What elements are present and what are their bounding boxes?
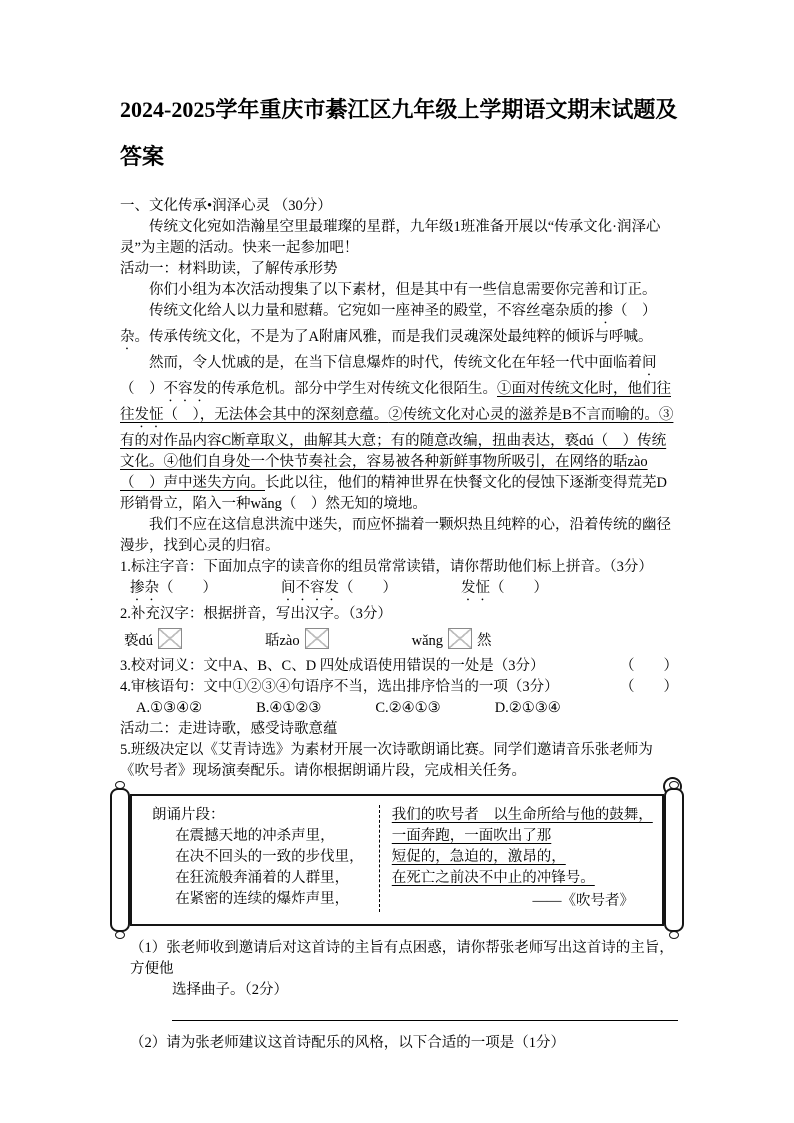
dotted-word: 间不容发 bbox=[281, 580, 339, 596]
pinyin-item bbox=[130, 578, 217, 604]
underlined-sentence-4: ④他们自身处一个快节奏社会，容易被各种新鲜事物所吸引，在网络的聒zào（ ）声中迷失方向。 bbox=[120, 454, 648, 491]
activity-2-title: 活动二：走进诗歌，感受诗歌意蕴 bbox=[120, 721, 338, 737]
question-1-label: 1.标注字音：下面加点字的读音你的组员常常读错，请你帮助他们标上拼音。（3分） bbox=[120, 559, 653, 575]
pinyin-item bbox=[461, 578, 548, 604]
question-4-header bbox=[120, 677, 678, 698]
text-segment: 然而，令人忧戚的是，在当下信息爆炸的时代，传统文化在年轻一代中面临着 bbox=[149, 355, 642, 371]
suffix-text: 然 bbox=[477, 633, 492, 649]
poem-scroll bbox=[110, 794, 684, 926]
closing-paragraph: 我们不应在这信息洪流中迷失，而应怀揣着一颗炽热且纯粹的心，沿着传统的幽径漫步，找到心灵的归宿。 bbox=[120, 517, 671, 554]
question-5: 5.班级决定以《艾青诗选》为素材开展一次诗歌朗诵比赛。同学们邀请音乐张老师为《吹号者》现场演奏配乐。请你根据朗诵片段，完成相关任务。 bbox=[120, 742, 653, 779]
question-1 bbox=[120, 557, 678, 604]
intro-paragraph: 传统文化宛如浩瀚星空里最璀璨的星群，九年级1班准备开展以“传承文化·润泽心灵”为主题的活动。快来一起参加吧！ bbox=[120, 219, 661, 256]
answer-blank: （ ） bbox=[490, 580, 548, 596]
question-3 bbox=[120, 656, 678, 677]
text-segment: ，无法体会其中的深刻意蕴。 bbox=[199, 407, 389, 423]
answer-write-line bbox=[172, 1014, 678, 1021]
character-box-icon bbox=[448, 628, 472, 649]
question-2-items bbox=[120, 628, 678, 652]
pinyin-item bbox=[281, 578, 397, 604]
underlined-sentence-3: ③有的对作品内容C断章取义，曲解其大意；有的随意改编，扭曲表达，亵dú（ ）传统文化。 bbox=[120, 407, 674, 470]
hanzi-item bbox=[265, 628, 334, 652]
answer-blank: （ ） bbox=[620, 658, 678, 674]
poem-line: 在狂流般奔涌着的人群里， bbox=[175, 870, 350, 886]
question-4-options bbox=[120, 698, 678, 719]
section-1-heading: 一、文化传承•润泽心灵 （30分） bbox=[120, 198, 332, 214]
material-intro-paragraph: 你们小组为本次活动搜集了以下素材，但是其中有一些信息需要你完善和订正。 bbox=[149, 282, 657, 298]
dotted-char-jian: 间 bbox=[642, 355, 657, 371]
dotted-chars-burongfa: 不容发 bbox=[163, 381, 207, 397]
option-b: B.④①②③ bbox=[256, 700, 322, 716]
question-4-label: 4.审核语句：文中①②③④句语序不当，选出排序恰当的一项（3分） bbox=[120, 679, 559, 695]
pinyin-text: 聒zào bbox=[265, 633, 300, 649]
question-3-label: 3.校对词义：文中A、B、C、D 四处成语使用错误的一处是（3分） bbox=[120, 658, 545, 674]
question-1-items bbox=[120, 578, 678, 604]
pinyin-text: wǎng bbox=[411, 633, 444, 649]
dotted-char-chan: 掺 bbox=[598, 303, 613, 319]
text-segment: 传统文化给人以力量和慰藉。它宛如一座神圣的殿堂，不容丝毫杂质的 bbox=[149, 303, 599, 319]
answer-blank: （ ） bbox=[339, 580, 397, 596]
poem-attribution: ——《吹号者》 bbox=[532, 893, 634, 909]
title-line-2: 答案 bbox=[120, 144, 165, 169]
poem-left-lines bbox=[152, 826, 379, 910]
dotted-chars-fazheng: 发怔 bbox=[134, 407, 164, 423]
poem-line: 一面奔跑，一面吹出了那 bbox=[391, 828, 552, 844]
poem-line: 短促的，急迫的，激昂的， bbox=[391, 849, 566, 865]
character-box-icon bbox=[158, 628, 182, 649]
pinyin-text: 亵dú bbox=[124, 633, 153, 649]
hanzi-item bbox=[412, 628, 492, 652]
underlined-sentence-2: ②传统文化对心灵的滋养是B不言而喻的。 bbox=[388, 407, 659, 423]
poem-line: 在震撼天地的冲杀声里， bbox=[175, 828, 335, 844]
poem-right-column bbox=[379, 805, 658, 912]
answer-blank: （ ） bbox=[620, 679, 678, 695]
answer-blank: （ ） bbox=[159, 580, 217, 596]
scroll-roll-left-icon bbox=[110, 788, 130, 932]
pinyin-blank: （ ） bbox=[613, 303, 657, 319]
material-paragraph-1 bbox=[120, 301, 678, 353]
subquestion-1: （1）张老师收到邀请后对这首诗的主旨有点困惑，请你帮张老师写出这首诗的主旨，方便他 bbox=[130, 940, 674, 977]
option-c: C.②④①③ bbox=[375, 700, 441, 716]
activity-1-title: 活动一：材料助读，了解传承形势 bbox=[120, 261, 338, 277]
title-line-1: 2024-2025学年重庆市綦江区九年级上学期语文期末试题及 bbox=[120, 97, 678, 122]
question-2-label: 2.补充汉字：根据拼音，写出汉字。（3分） bbox=[120, 606, 392, 622]
pinyin-blank: （ ） bbox=[163, 407, 200, 423]
text-segment: ①面对传统文化时，他们往往 bbox=[120, 381, 671, 423]
poem-line: 在死亡之前决不中止的冲锋号。 bbox=[391, 870, 595, 886]
poem-line: 我们的吹号者 以生命所给与他的鼓舞， bbox=[391, 807, 653, 823]
subquestion-1-continued: 选择曲子。（2分） bbox=[172, 982, 288, 998]
poem-scroll-box bbox=[130, 794, 664, 926]
pinyin-blank: （ ） bbox=[120, 381, 164, 397]
scroll-roll-right-icon bbox=[664, 788, 684, 932]
question-2 bbox=[120, 604, 678, 652]
character-box-icon bbox=[305, 628, 329, 649]
dotted-word: 掺杂 bbox=[130, 580, 159, 596]
question-4 bbox=[120, 677, 678, 719]
option-a: A.①③④② bbox=[136, 700, 203, 716]
text-segment: 。传承传统文化，不是为了A附庸风雅，而是我们灵魂深处最纯粹的倾诉与呼喊。 bbox=[134, 329, 653, 345]
poem-line: 在紧密的连续的爆炸声里， bbox=[175, 891, 350, 907]
dotted-word: 发怔 bbox=[461, 580, 490, 596]
poem-line: 在决不回头的一致的步伐里， bbox=[175, 849, 364, 865]
poem-left-title: 朗诵片段： bbox=[152, 807, 225, 823]
subquestion-2: （2）请为张老师建议这首诗配乐的风格，以下合适的一项是（1分） bbox=[130, 1035, 565, 1051]
option-d: D.②①③④ bbox=[494, 700, 561, 716]
dotted-char-za: 杂 bbox=[120, 329, 135, 345]
document-title bbox=[120, 86, 678, 180]
poem-left-column bbox=[152, 805, 379, 912]
hanzi-item bbox=[124, 628, 187, 652]
text-segment: 长此以往，他们的精神世界在快餐文化的侵蚀下逐渐变得荒芜D形销骨立，陷入一种wǎng（ ）然无知的境地。 bbox=[120, 475, 667, 512]
text-segment: 的传承危机。部分中学生对传统文化很陌生。 bbox=[207, 381, 497, 397]
material-paragraph-2 bbox=[120, 353, 678, 515]
